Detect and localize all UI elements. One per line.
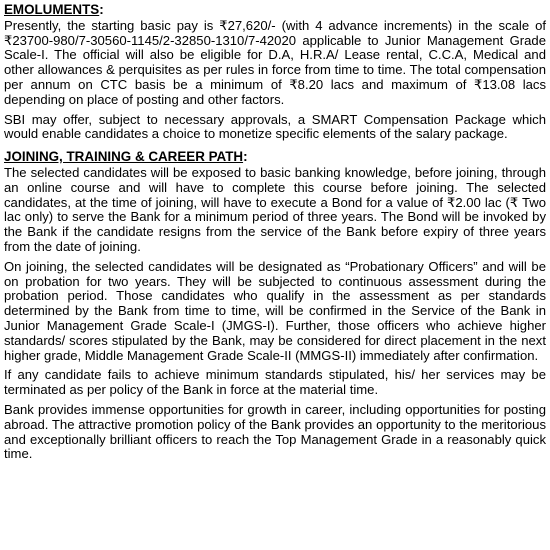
paragraph-emoluments-pay: Presently, the starting basic pay is ₹27,620/- (with 4 advance increments) in the scale of ₹23700-980/7-30560-1145/2-32850-1310/7-42020 applicable to Junior Management Grade Scale-I. The official will also be eligible for D.A, H.R.A/ Lease rental, C.C.A, Medical and other allowances & perquisites as per rules in force from time to time. The total compensation per annum on CTC basis be a minimum of ₹8.20 lacs and maximum of ₹13.08 lacs depending on place of posting and other factors. xyxy=(4,17,546,107)
paragraph-smart-compensation: SBI may offer, subject to necessary approvals, a SMART Compensation Package which would enable candidates a choice to monetize specific elements of the salary package. xyxy=(4,111,546,142)
heading-suffix: : xyxy=(99,2,104,17)
paragraph-career-growth: Bank provides immense opportunities for growth in career, including opportunities for posting abroad. The attractive promotion policy of the Bank provides an opportunity to the meritorious and exceptionally brilliant officers to reach the Top Management Grade in a reasonably quick time. xyxy=(4,401,546,462)
paragraph-training-bond: The selected candidates will be exposed to basic banking knowledge, before joining, through an online course and will have to complete this course before joining. The selected candidates, at the time of joining, will have to execute a Bond for a value of ₹2.00 lac (₹ Two lac only) to serve the Bank for a minimum period of three years. The Bond will be invoked by the Bank if the candidate resigns from the service of the Bank before expiry of three years from the date of joining. xyxy=(4,164,546,254)
heading-suffix: : xyxy=(243,149,248,165)
heading-text: EMOLUMENTS xyxy=(4,2,100,17)
section-heading-emoluments xyxy=(4,3,546,18)
paragraph-probation: On joining, the selected candidates will be designated as “Probationary Officers” and will be on probation for two years. They will be subjected to continuous assessment during the probation period. Those candidates who qualify in the assessment as per standards determined by the Bank from time to time, will be confirmed in the Service of the Bank in Junior Management Grade Scale-I (JMGS-I). Further, those officers who achieve higher standards/ scores stipulated by the Bank, may be considered for direct placement in the next higher grade, Middle Management Grade Scale-II (MMGS-II) immediately after confirmation. xyxy=(4,258,546,363)
section-heading-joining-training xyxy=(4,150,546,165)
document-page xyxy=(4,3,546,467)
heading-text: JOINING, TRAINING & CAREER PATH xyxy=(4,149,244,165)
paragraph-termination: If any candidate fails to achieve minimum standards stipulated, his/ her services may be terminated as per policy of the Bank in force at the material time. xyxy=(4,367,546,398)
